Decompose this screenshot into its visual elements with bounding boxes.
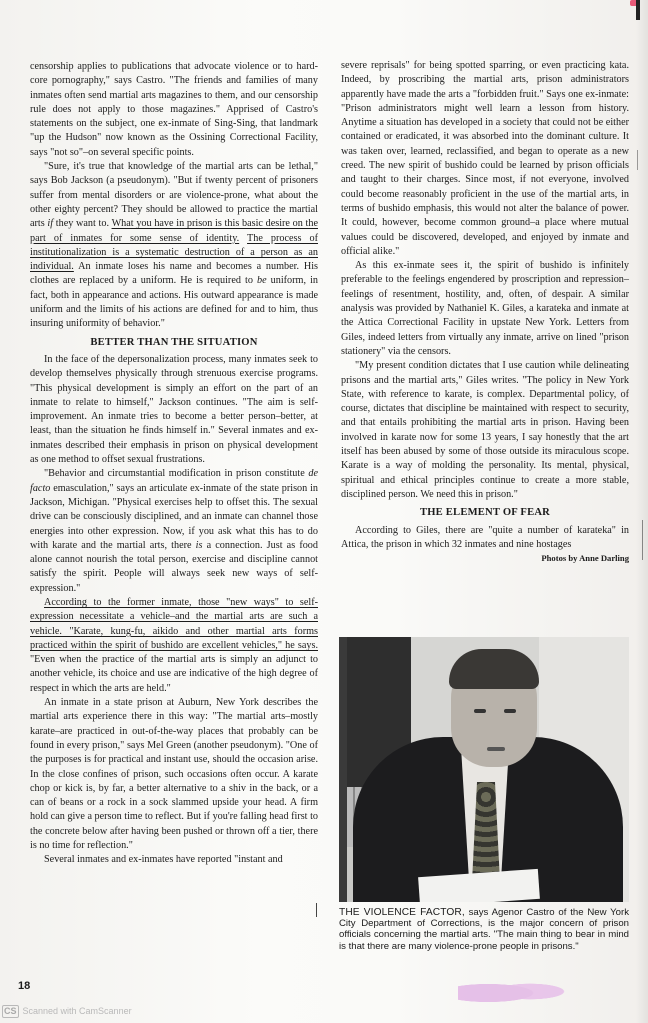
paragraph: An inmate in a state prison at Auburn, New York describes the martial arts experience there in this way: "The martial arts–mostly karate–are practiced in out-of-the-way places that probably can be found in every prison," says Mel Green (another pseudonym). "One of the purposes is for practical and instant use, should the occasion arise. In the close confines of prison, such occasions often occur. A karate chop or kick is, by far, a better alternative to a shiv in the back, or a can of beans or a rock in a sock slammed upside your head. A firm hold can give a person time to reflect. But if you're falling head first to the concrete below after having been pushed or thrown off a tier, there is no time for reflection." bbox=[30, 697, 318, 852]
underlined-text: The process of institutionalization is a systematic destruction of a person as an individual. bbox=[30, 232, 318, 273]
paragraph: According to Giles, there are "quite a number of karateka" in Attica, the prison in which 32 inmates and nine hostages bbox=[341, 524, 629, 550]
paragraph bbox=[30, 160, 318, 332]
page-number: 18 bbox=[18, 980, 31, 992]
left-column bbox=[30, 60, 318, 868]
caption-text: says Agenor Castro of the New York City Department of Corrections, is the major concern of prison officials concerning the martial arts. "The main thing to bear in mind is that there are many violence-prone people in prisons." bbox=[339, 907, 629, 952]
text-run: emasculation," says an articulate ex-inmate of the state prison in Jackson, Michigan. "Physical exercises help to offset this. The sexual drive can be consciously disciplined, and an inmate can channel those energies into other expression. Now, if you ask what this has to do with karate and the martial arts, there bbox=[30, 482, 318, 551]
text-run: "Behavior and circumstantial modification in prison constitute bbox=[44, 468, 309, 480]
paragraph bbox=[30, 467, 318, 596]
text-run bbox=[239, 233, 247, 244]
italic-text: is bbox=[195, 539, 203, 551]
paragraph: As this ex-inmate sees it, the spirit of bushido is infinitely preferable to the feelings engendered by proscription and repression–feelings of resentment, hostility, and, often, of despair. A similar analysis was provided by Nathaniel K. Giles, a karateka and inmate at the Attica Correctional Facility in upstate New York. Letters from Giles, indeed letters from virtually any inmate, arrive on lined "prison stationery" via the censors. bbox=[341, 260, 629, 357]
photo-agenor-castro bbox=[339, 637, 629, 902]
photo-caption bbox=[339, 907, 629, 952]
underlined-text: According to the former inmate, those "new ways" to self-expression necessitate a vehicle–and the martial arts are such a vehicle. "Karate, kung-fu, aikido and other martial arts forms practiced within the spirit of bushido are excellent vehicles," he says. bbox=[30, 596, 318, 651]
paragraph: In the face of the depersonalization process, many inmates seek to develop themselves physically through strenuous exercise programs. "This physical development is simply an effort on the part of an inmate to relate to himself," Jackson continues. "The aim is self-improvement. An inmate tries to become a better person–better, at least, than the situation he finds himself in." Several inmates and ex-inmates described their emphasis in prison on physical development as one method to offset sexual frustrations. bbox=[30, 353, 318, 466]
scanner-watermark bbox=[2, 1003, 132, 1019]
paragraph: Several inmates and ex-inmates have reported "instant and bbox=[44, 854, 283, 866]
text-run: a connection. Just as food alone cannot nourish the total person, exercise and discipline cannot satisfy the spirit. People will always seek new ways of self-expression." bbox=[30, 539, 318, 594]
text-run: "Even when the practice of the martial arts is simply an adjunct to another vehicle, its choice and use are indicative of the high degree of respect in which the arts are held." bbox=[30, 654, 318, 694]
italic-text: be bbox=[256, 275, 267, 287]
paragraph: censorship applies to publications that advocate violence or to hard-core pornography," says Castro. "The friends and families of many inmates often send martial arts magazines to them, and our censorship rule does not apply to those magazines." Apprised of Castro's statements on the subject, one ex-inmate of Sing-Sing, that landmark "up the Hudson" now known as the Ossining Correctional Facility, says "not so"–on several specific points. bbox=[30, 61, 318, 158]
photo-eye bbox=[504, 709, 516, 713]
text-run: An inmate loses his name and becomes a number. His clothes are replaced by a uniform. He is required to bbox=[30, 261, 318, 287]
photo-left-edge bbox=[339, 637, 347, 902]
caption-lead: THE VIOLENCE FACTOR, bbox=[339, 907, 465, 918]
paragraph bbox=[30, 596, 318, 696]
photo-hair bbox=[449, 649, 539, 689]
text-run: uniform, in fact, both in appearance and actions. His outward appearance is made uniform and the limits of his actions are defined for and to him, thus insuring uniformity of behavior." bbox=[30, 275, 318, 330]
scan-stain bbox=[458, 975, 578, 1005]
page-edge-shadow bbox=[636, 0, 648, 1023]
photo-eye bbox=[474, 709, 486, 713]
section-heading: THE ELEMENT OF FEAR bbox=[419, 507, 551, 519]
watermark-text: Scanned with CamScanner bbox=[22, 1006, 132, 1016]
right-column bbox=[341, 59, 629, 564]
scan-mark bbox=[316, 903, 317, 917]
section-heading: BETTER THAN THE SITUATION bbox=[90, 336, 258, 348]
underlined-text: What you have in prison is this basic desire on the part of inmates for some sense of identity. bbox=[30, 218, 318, 244]
photo-mouth bbox=[487, 747, 505, 751]
paragraph: severe reprisals" for being spotted sparring, or even practicing kata. Indeed, by proscribing the martial arts, prison administrators apparently have made the arts a "forbidden fruit." Says one ex-inmate: "Prison administrators might well learn a lesson from history. Anytime a situation has developed in a society that could not be either contained or eradicated, it was absorbed into the dominant culture. It was taken over, learned, reclassified, and began to operate as a new creed. The new spirit of bushido could be learned by prison officials and taught to their charges. Since most, if not everyone, involved could become reasonably proficient in the use of the martial arts, in terms of bushido emphasis, this would not alter the balance of power. It could, however, become common ground–a place where mutual values could be discovered, developed, and enjoyed by inmate and official alike." bbox=[341, 60, 629, 257]
text-run: they want to. bbox=[53, 218, 112, 230]
photo-credit: Photos by Anne Darling bbox=[541, 553, 629, 564]
italic-text: if bbox=[47, 218, 54, 230]
italic-text: de facto bbox=[30, 468, 318, 494]
camscanner-logo-icon: CS bbox=[4, 1005, 17, 1016]
text-run: "Sure, it's true that knowledge of the martial arts can be lethal," says Bob Jackson (a pseudonym). "But if twenty percent of prisoners suffer from mental disorders or are violence-prone, what about the other eighty percent? They should be allowed to practice the martial arts bbox=[30, 161, 318, 230]
paragraph: "My present condition dictates that I use caution while delineating prisons and the martial arts," Giles writes. "The policy in New York State, with reference to karate, is complex. Departmental policy, of course, dictates that discipline be maintained with respect to security, and that entails prohibiting the martial arts in prison. Having been involved in karate now for some 13 years, I say honestly that the art itself has been abused by some of those outside its miraculous scope. Karate is a way of molding the personality. Its mental, physical, spiritual and ethical principles continue to create a more stable, disciplined person. We need this in prison." bbox=[341, 360, 629, 500]
